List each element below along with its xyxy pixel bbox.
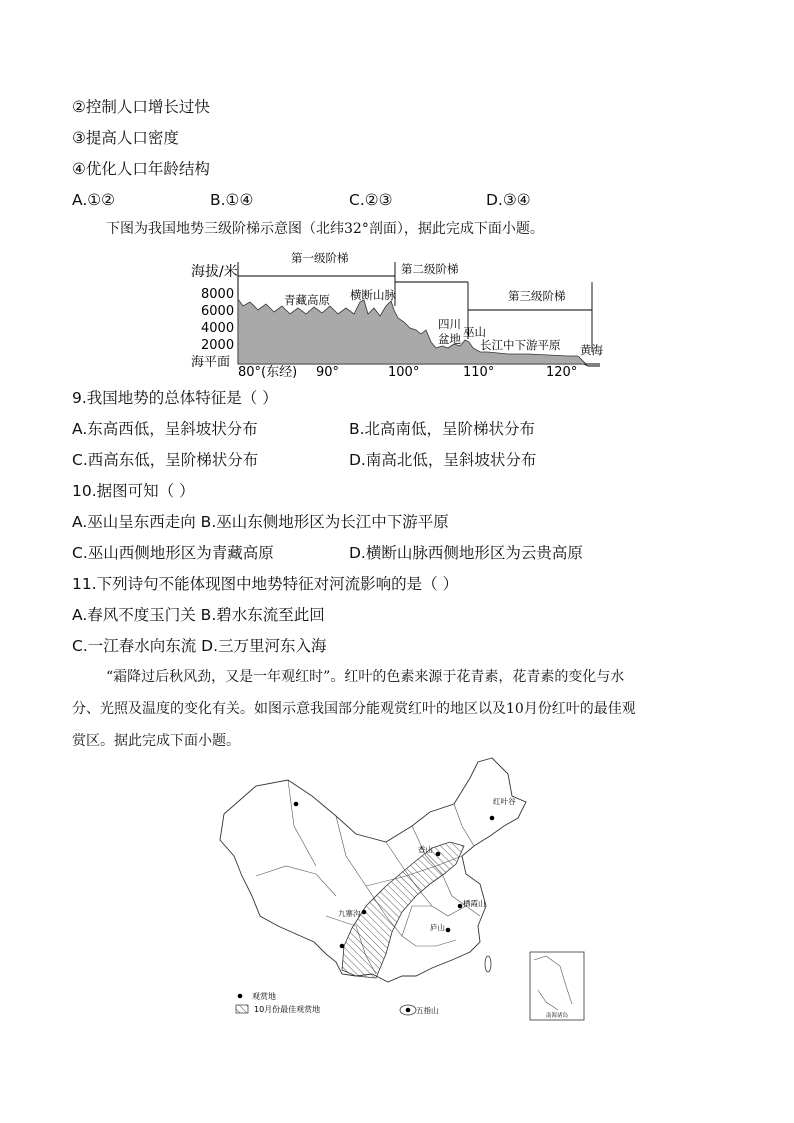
question-10: 10.据图可知（ ） bbox=[72, 482, 195, 500]
viewing-point-marker bbox=[362, 910, 367, 915]
q9-choice-d: D.南高北低，呈斜坡状分布 bbox=[349, 451, 537, 469]
q9-choice-c: C.西高东低，呈阶梯状分布 bbox=[72, 451, 259, 469]
taiwan-island bbox=[485, 956, 491, 972]
viewing-point-marker bbox=[436, 852, 441, 857]
step-label: 第一级阶梯 bbox=[291, 251, 349, 265]
place-wuzhishan: 五指山 bbox=[416, 1006, 439, 1015]
legend-area-icon bbox=[236, 1005, 248, 1013]
place-xiangshan: 香山 bbox=[418, 845, 433, 854]
answer-choice-b: B.①④ bbox=[210, 191, 254, 209]
x-tick: 80°(东经) bbox=[238, 365, 298, 380]
q11-choices-ab: A.春风不度玉门关 B.碧水东流至此回 bbox=[72, 606, 325, 624]
q9-choice-b: B.北高南低，呈阶梯状分布 bbox=[349, 420, 536, 438]
answer-choice-d: D.③④ bbox=[486, 191, 531, 209]
viewing-point-marker bbox=[294, 802, 299, 807]
x-tick: 110° bbox=[463, 365, 495, 380]
label-hengduan-mountains: 横断山脉 bbox=[350, 288, 396, 302]
intro-redleaf-2: 分、光照及温度的变化有关。如图示意我国部分能观赏红叶的地区以及10月份红叶的最佳观 bbox=[72, 701, 636, 717]
place-qixiashan: 栖霞山 bbox=[463, 899, 486, 908]
y-tick: 4000 bbox=[201, 321, 235, 336]
viewing-point-marker bbox=[490, 816, 495, 821]
y-tick: 8000 bbox=[201, 287, 235, 302]
q9-choice-a: A.东高西低，呈斜坡状分布 bbox=[72, 420, 258, 438]
y-axis-title: 海拔/米 bbox=[191, 264, 238, 280]
label-sichuan-basin-2: 盆地 bbox=[438, 332, 461, 346]
viewing-point-marker bbox=[340, 944, 345, 949]
q10-choice-d: D.横断山脉西侧地形区为云贵高原 bbox=[349, 544, 583, 562]
place-jiuzhaigou: 九寨沟 bbox=[338, 909, 361, 918]
option-line-4: ④优化人口年龄结构 bbox=[72, 160, 210, 178]
step-label: 第二级阶梯 bbox=[401, 262, 459, 276]
y-tick: 2000 bbox=[201, 338, 235, 353]
x-tick: 100° bbox=[388, 365, 420, 380]
q10-choice-c: C.巫山西侧地形区为青藏高原 bbox=[72, 544, 274, 562]
viewing-point-marker bbox=[406, 1008, 411, 1013]
inset-label: 南海诸岛 bbox=[546, 1013, 569, 1019]
china-red-leaf-map bbox=[216, 756, 586, 1026]
intro-redleaf-3: 赏区。据此完成下面小题。 bbox=[72, 733, 240, 749]
option-line-3: ③提高人口密度 bbox=[72, 129, 179, 147]
terrain-fill bbox=[238, 299, 586, 364]
label-sichuan-basin-1: 四川 bbox=[438, 317, 461, 331]
answer-choice-a: A.①② bbox=[72, 191, 116, 209]
terrain-profile-figure bbox=[188, 244, 608, 380]
viewing-point-marker bbox=[446, 928, 451, 933]
option-line-2: ②控制人口增长过快 bbox=[72, 98, 210, 116]
answer-choice-c: C.②③ bbox=[349, 191, 393, 209]
x-tick: 90° bbox=[316, 365, 340, 380]
south-china-sea-inset bbox=[530, 952, 584, 1020]
intro-profile: 下图为我国地势三级阶梯示意图（北纬32°剖面），据此完成下面小题。 bbox=[106, 221, 544, 237]
x-tick: 120° bbox=[546, 365, 578, 380]
label-yangtze-plain: 长江中下游平原 bbox=[480, 338, 561, 352]
legend-point-label: 观赏地 bbox=[252, 992, 276, 1001]
legend-area-label: 10月份最佳观赏地 bbox=[254, 1005, 321, 1014]
label-yellow-sea: 黄海 bbox=[580, 343, 603, 357]
place-hongyegu: 红叶谷 bbox=[493, 797, 516, 806]
label-qingzang-plateau: 青藏高原 bbox=[284, 293, 330, 307]
step-label: 第三级阶梯 bbox=[508, 289, 566, 303]
q10-choices-ab: A.巫山呈东西走向 B.巫山东侧地形区为长江中下游平原 bbox=[72, 513, 449, 531]
label-wushan: 巫山 bbox=[463, 325, 486, 339]
q11-choices-cd: C.一江春水向东流 D.三万里河东入海 bbox=[72, 637, 327, 655]
y-tick: 6000 bbox=[201, 304, 235, 319]
question-9: 9.我国地势的总体特征是（ ） bbox=[72, 389, 278, 407]
y-tick: 海平面 bbox=[191, 355, 231, 370]
viewing-point-marker bbox=[458, 904, 463, 909]
intro-redleaf-1: “霜降过后秋风劲，又是一年观红时”。红叶的色素来源于花青素，花青素的变化与水 bbox=[106, 669, 625, 685]
place-lushan: 庐山 bbox=[430, 923, 445, 932]
question-11: 11.下列诗句不能体现图中地势特征对河流影响的是（ ） bbox=[72, 575, 459, 593]
legend-point-icon bbox=[238, 994, 243, 999]
